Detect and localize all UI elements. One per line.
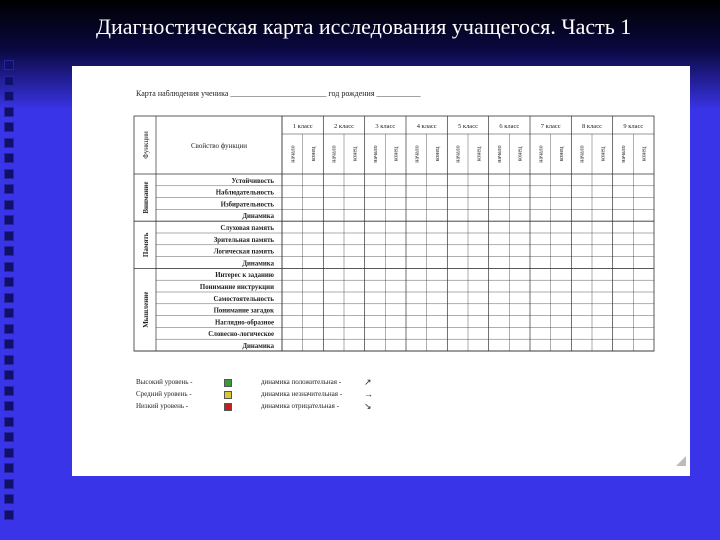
table-row-label: Избирательность [220,201,274,209]
table-row-label: Самостоятельность [213,295,274,303]
decorative-square [4,479,14,489]
function-group-label: Память [142,232,150,258]
table-row-label: Слуховая память [220,225,274,232]
decorative-square [4,231,14,241]
sub-column-label: конец [435,146,441,162]
sub-column-label: начало [331,145,338,163]
legend-level-label: Высокий уровень - [136,378,193,386]
decorative-square [4,463,14,473]
decorative-square [4,293,14,303]
decorative-square [4,246,14,256]
decorative-square [4,370,14,380]
sub-column-label: конец [311,146,317,162]
decorative-square [4,200,14,210]
dynamics-arrow-icon: ↘ [364,401,372,411]
decorative-square [4,277,14,287]
sub-column-label: конец [641,146,648,162]
decorative-square [4,91,14,101]
decorative-square [4,184,14,194]
dynamics-arrow-icon: → [364,389,373,399]
sub-column-label: конец [476,146,483,162]
decorative-square [4,76,14,86]
legend-level-label: Низкий уровень - [136,402,189,410]
decorative-square [4,510,14,520]
legend-dynamics-label: динамика незначительная - [261,390,343,398]
dynamics-arrow-icon: ↗ [364,377,372,387]
decorative-square [4,215,14,225]
decorative-square [4,339,14,349]
function-column-label: Функции [142,131,150,159]
observation-table [72,66,690,366]
sub-column-label: конец [517,146,524,162]
table-row-label: Динамика [242,213,274,221]
sub-column-label: начало [414,145,421,163]
sub-column-label: начало [621,145,627,163]
function-group-label: Мышление [142,291,150,328]
sub-column-label: конец [393,146,400,162]
property-column-label: Свойство функции [190,142,248,150]
table-row-label: Понимание инструкции [199,284,274,291]
decorative-square [4,355,14,365]
class-header: 7 класс [540,123,561,130]
decorative-square [4,169,14,179]
table-row-label: Наглядно-образное [215,319,274,327]
legend-dynamics-label: динамика отрицательная - [261,402,339,410]
legend-color-swatch [224,379,232,387]
decorative-square [4,138,14,148]
table-row-label: Интерес к заданию [215,272,274,280]
decorative-square [4,432,14,442]
table-row-label: Динамика [242,343,274,350]
sub-column-label: конец [600,146,607,162]
class-header: 5 класс [458,123,478,130]
class-header: 6 класс [499,123,520,130]
class-header: 1 класс [292,123,313,130]
class-header: 4 класс [416,123,437,130]
sub-column-label: конец [352,146,359,162]
sub-column-label: начало [497,145,503,163]
legend-level-label: Средний уровень - [136,390,192,398]
slide-title: Диагностическая карта исследования учащегося. Часть 1 [96,14,632,39]
decorative-square [4,107,14,117]
table-row-label: Понимание загадок [213,307,274,315]
decorative-square [4,262,14,272]
sub-column-label: начало [290,145,297,163]
decorative-square [4,401,14,411]
table-row-label: Зрительная память [213,236,274,244]
class-header: 9 класс [623,123,644,130]
decorative-square [4,308,14,318]
class-header: 3 класс [375,123,396,130]
decorative-square [4,60,14,70]
class-header: 2 класс [334,123,354,130]
table-row-label: Словесно-логическое [208,331,274,339]
legend-color-swatch [224,403,232,411]
decorative-square [4,386,14,396]
page-corner-mark [676,456,686,466]
document-scan [72,66,690,476]
decorative-square [4,153,14,163]
table-row-label: Динамика [242,260,274,268]
legend-dynamics-label: динамика положительная - [261,378,342,386]
table-row-label: Устойчивость [231,177,274,185]
decorative-square [4,324,14,334]
legend-color-swatch [224,391,232,399]
sub-column-label: начало [373,145,379,163]
sub-column-label: конец [559,146,565,162]
decorative-square [4,448,14,458]
sub-column-label: начало [579,145,586,163]
decorative-square [4,122,14,132]
table-row-label: Наблюдательность [215,189,274,197]
decorative-square [4,494,14,504]
sub-column-label: начало [455,145,462,163]
document-header: Карта наблюдения ученика ________________________ год рождения ___________ [136,89,421,98]
function-group-label: Внимание [142,181,150,214]
decorative-squares [4,60,16,530]
table-row-label: Логическая память [213,248,274,256]
class-header: 8 класс [582,123,602,130]
decorative-square [4,417,14,427]
sub-column-label: начало [538,145,545,163]
